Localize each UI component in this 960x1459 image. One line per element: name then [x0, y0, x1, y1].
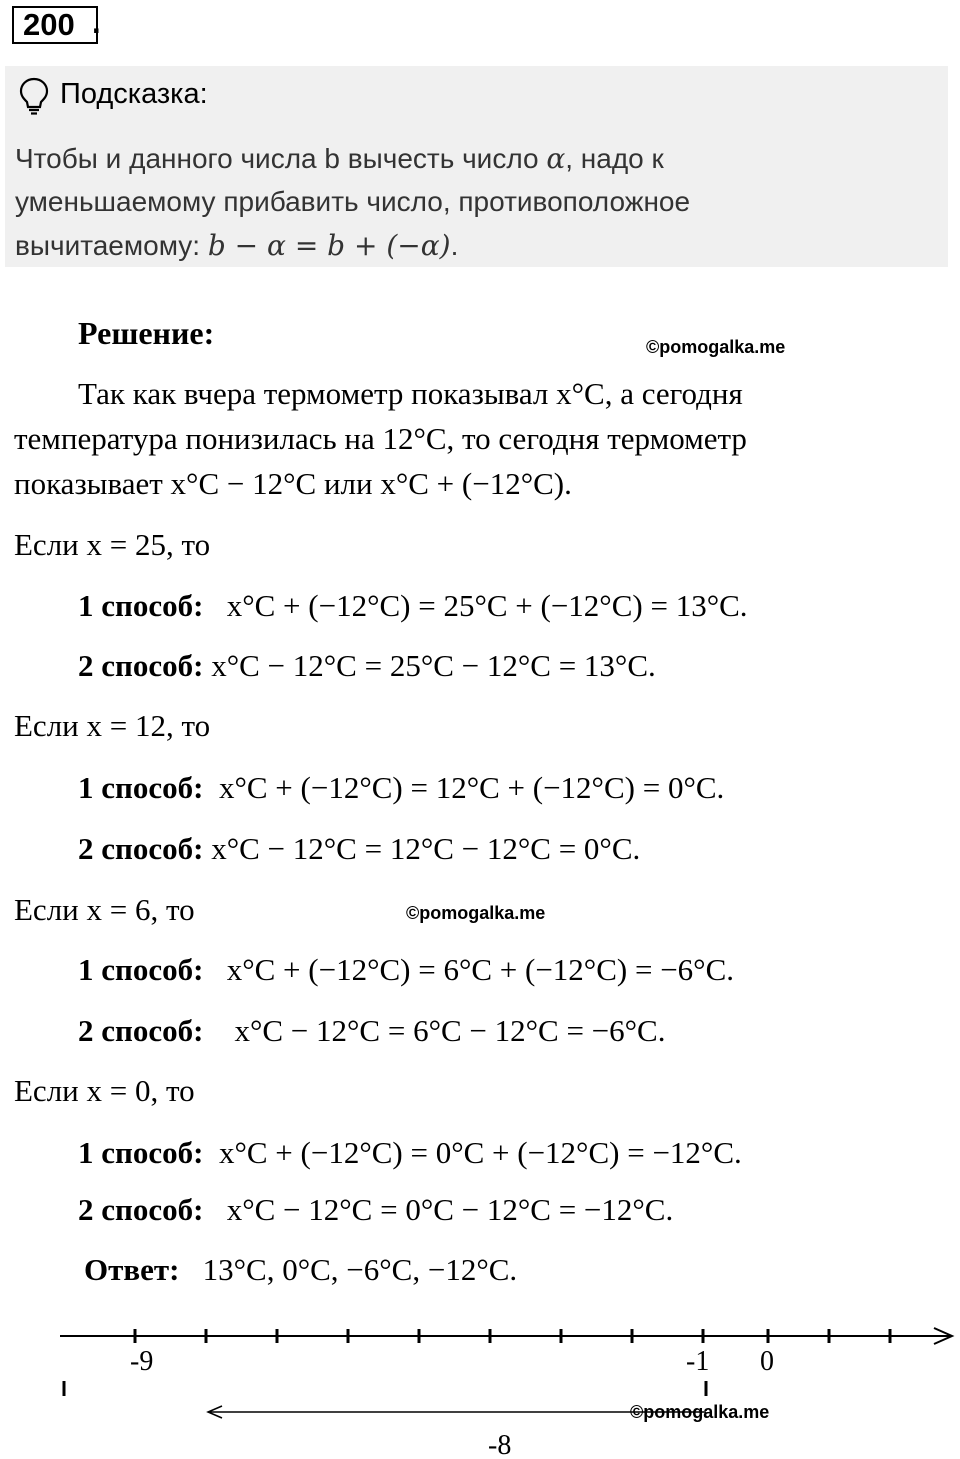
case-condition: Если x = 12, то	[14, 708, 211, 743]
answer-line: Ответ: 13°C, 0°C, −6°C, −12°C.	[84, 1252, 518, 1287]
case-condition: Если x = 0, то	[14, 1073, 195, 1108]
method-2-line: 2 способ: x°C − 12°C = 25°C − 12°C = 13°C.	[78, 648, 656, 683]
method-1-line: 1 способ: x°C + (−12°C) = 6°C + (−12°C) = −6°C.	[78, 952, 734, 987]
hint-line-2: уменьшаемому прибавить число, противоположное	[15, 186, 691, 217]
method-2-line: 2 способ: x°C − 12°C = 12°C − 12°C = 0°C.	[78, 831, 641, 866]
label-minus-1: -1	[686, 1346, 710, 1377]
method-1-line: 1 способ: x°C + (−12°C) = 0°C + (−12°C) = −12°C.	[78, 1135, 742, 1170]
case-condition: Если x = 6, то	[14, 892, 195, 927]
method-1-line: 1 способ: x°C + (−12°C) = 12°C + (−12°C) = 0°C.	[78, 770, 725, 805]
watermark: ©pomogalka.me	[646, 337, 786, 357]
hint-title: Подсказка:	[60, 78, 208, 110]
label-zero: 0	[760, 1346, 774, 1377]
number-line	[0, 1320, 960, 1459]
method-1-line: 1 способ: x°C + (−12°C) = 25°C + (−12°C) = 13°C.	[78, 588, 748, 623]
lightbulb-icon	[18, 76, 50, 116]
case-condition: Если x = 25, то	[14, 527, 211, 562]
intro-line-2: температура понизилась на 12°C, то сегодня термометр	[14, 421, 747, 456]
method-2-line: 2 способ: x°C − 12°C = 0°C − 12°C = −12°C.	[78, 1192, 674, 1227]
intro-line-1: Так как вчера термометр показывал x°C, а сегодня	[78, 376, 743, 411]
method-2-line: 2 способ: x°C − 12°C = 6°C − 12°C = −6°C.	[78, 1013, 666, 1048]
label-minus-9: -9	[130, 1346, 154, 1377]
hint-line-3: вычитаемому: b − α = b + (−α).	[15, 229, 459, 262]
hint-line-1: Чтобы и данного числа b вычесть число α, надо к	[15, 142, 664, 175]
solution-title: Решение:	[78, 315, 215, 351]
watermark: ©pomogalka.me	[630, 1402, 770, 1422]
problem-number: 200	[12, 6, 98, 44]
label-jump: -8	[488, 1430, 512, 1459]
watermark: ©pomogalka.me	[406, 903, 546, 923]
problem-number-dot: .	[92, 5, 101, 40]
intro-line-3: показывает x°C − 12°C или x°C + (−12°C).	[14, 466, 572, 501]
